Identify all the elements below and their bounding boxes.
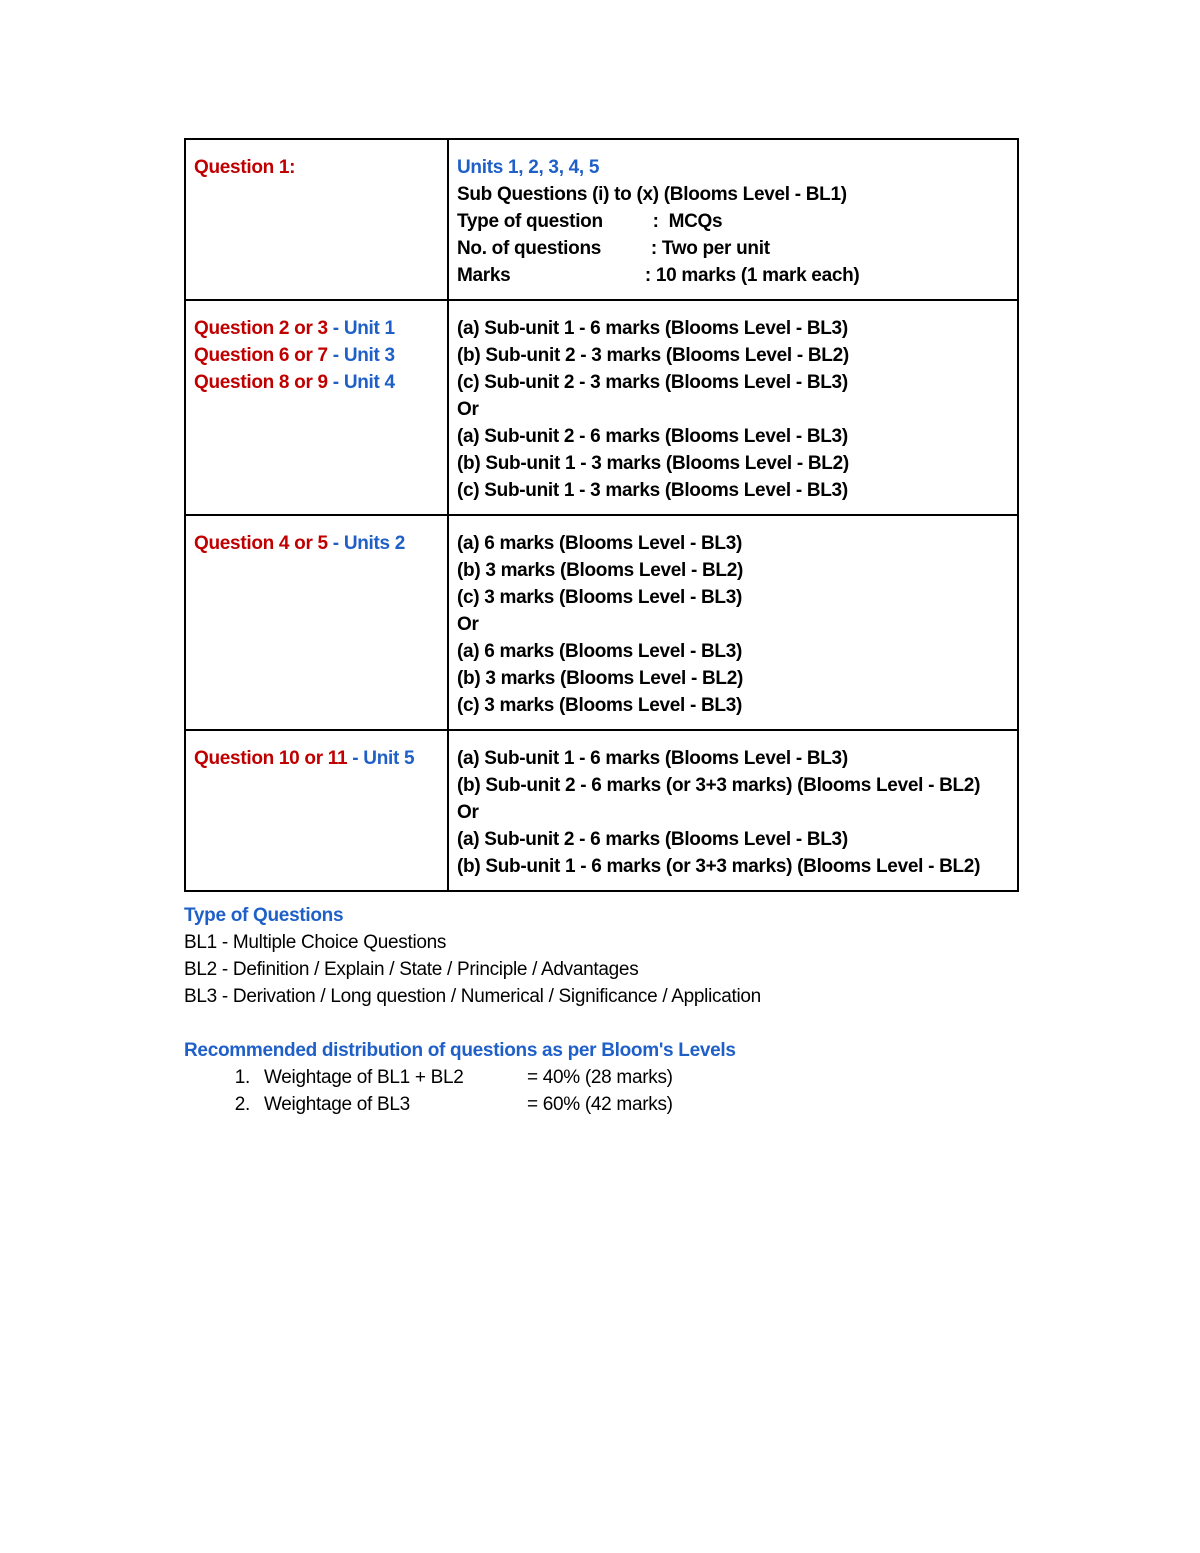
- notes-section: [184, 902, 761, 1118]
- detail-line: (b) 3 marks (Blooms Level - BL2): [457, 560, 744, 581]
- detail-line: Or: [457, 399, 479, 420]
- question-label: Question 8 or 9: [194, 372, 328, 393]
- question-label: Question 1:: [194, 157, 296, 178]
- question-label: Question 6 or 7: [194, 345, 328, 366]
- detail-line: Type of question : MCQs: [457, 211, 723, 232]
- distribution-list: [184, 1064, 761, 1118]
- detail-line: (c) 3 marks (Blooms Level - BL3): [457, 695, 742, 716]
- question-cell: [185, 515, 448, 730]
- detail-line: (b) Sub-unit 1 - 6 marks (or 3+3 marks) (Blooms Level - BL2): [457, 856, 981, 877]
- question-scheme-table: [184, 138, 1019, 892]
- list-number: 2.: [234, 1094, 250, 1115]
- question-line: [194, 342, 439, 369]
- detail-line: (b) Sub-unit 2 - 6 marks (or 3+3 marks) (Blooms Level - BL2): [457, 775, 981, 796]
- detail-line: (a) 6 marks (Blooms Level - BL3): [457, 533, 742, 554]
- unit-label: Units 2: [343, 533, 406, 554]
- detail-line: No. of questions : Two per unit: [457, 238, 770, 259]
- unit-label: Unit 1: [343, 318, 395, 339]
- question-line: [194, 315, 439, 342]
- table-row: [185, 515, 1018, 730]
- question-cell: [185, 730, 448, 891]
- detail-line: Sub Questions (i) to (x) (Blooms Level - BL1): [457, 184, 847, 205]
- detail-line: Or: [457, 614, 479, 635]
- unit-label: Unit 4: [343, 372, 395, 393]
- table-row: [185, 730, 1018, 891]
- details-cell: [448, 515, 1018, 730]
- weightage-label: Weightage of BL3: [264, 1094, 410, 1115]
- detail-line: (a) Sub-unit 2 - 6 marks (Blooms Level - BL3): [457, 426, 848, 447]
- weightage-label: Weightage of BL1 + BL2: [264, 1067, 464, 1088]
- separator: -: [347, 748, 364, 769]
- separator: -: [327, 533, 344, 554]
- list-item: [184, 1064, 761, 1091]
- question-line: [194, 369, 439, 396]
- separator: -: [327, 318, 344, 339]
- detail-line: (b) Sub-unit 2 - 3 marks (Blooms Level - BL2): [457, 345, 849, 366]
- detail-line: (a) Sub-unit 1 - 6 marks (Blooms Level - BL3): [457, 318, 848, 339]
- detail-line: (a) 6 marks (Blooms Level - BL3): [457, 641, 742, 662]
- question-label: Question 10 or 11: [194, 748, 348, 769]
- details-cell: [448, 300, 1018, 515]
- unit-label: Unit 3: [343, 345, 395, 366]
- detail-line: (c) Sub-unit 1 - 3 marks (Blooms Level - BL3): [457, 480, 848, 501]
- detail-line: (a) Sub-unit 2 - 6 marks (Blooms Level - BL3): [457, 829, 848, 850]
- bloom-level-item: BL2 - Definition / Explain / State / Principle / Advantages: [184, 959, 639, 980]
- detail-line: (c) 3 marks (Blooms Level - BL3): [457, 587, 742, 608]
- spacer: [184, 1010, 761, 1037]
- list-item: [184, 1091, 761, 1118]
- detail-line: Marks : 10 marks (1 mark each): [457, 265, 860, 286]
- bloom-level-item: BL1 - Multiple Choice Questions: [184, 932, 447, 953]
- table-row: [185, 139, 1018, 300]
- type-of-questions-heading: Type of Questions: [184, 905, 344, 926]
- question-line: [194, 745, 439, 772]
- detail-line: (b) 3 marks (Blooms Level - BL2): [457, 668, 744, 689]
- bloom-level-item: BL3 - Derivation / Long question / Numerical / Significance / Application: [184, 986, 761, 1007]
- separator: -: [327, 345, 344, 366]
- question-line: [194, 530, 439, 557]
- detail-line: Or: [457, 802, 479, 823]
- weightage-value: = 40% (28 marks): [527, 1067, 673, 1088]
- question-label: Question 4 or 5: [194, 533, 328, 554]
- separator: -: [327, 372, 344, 393]
- list-number: 1.: [234, 1067, 250, 1088]
- table-row: [185, 300, 1018, 515]
- details-cell: [448, 139, 1018, 300]
- weightage-value: = 60% (42 marks): [527, 1094, 673, 1115]
- detail-line: (b) Sub-unit 1 - 3 marks (Blooms Level - BL2): [457, 453, 849, 474]
- distribution-heading: Recommended distribution of questions as per Bloom's Levels: [184, 1040, 736, 1061]
- unit-label: Unit 5: [363, 748, 415, 769]
- question-label: Question 2 or 3: [194, 318, 328, 339]
- question-cell: [185, 139, 448, 300]
- units-title: Units 1, 2, 3, 4, 5: [457, 157, 600, 178]
- question-cell: [185, 300, 448, 515]
- detail-line: (c) Sub-unit 2 - 3 marks (Blooms Level - BL3): [457, 372, 848, 393]
- detail-line: (a) Sub-unit 1 - 6 marks (Blooms Level - BL3): [457, 748, 848, 769]
- details-cell: [448, 730, 1018, 891]
